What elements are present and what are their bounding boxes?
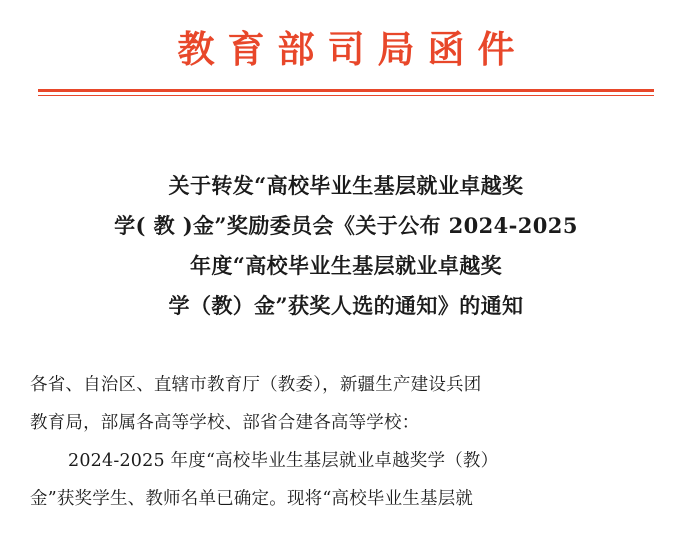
masthead-title: 教育部司局函件 bbox=[177, 27, 528, 71]
document-title-line-1: 关于转发“高校毕业生基层就业卓越奖 bbox=[168, 173, 524, 199]
document-title-line-2: 学( 教 )金”奖励委员会《关于公布 2024-2025 bbox=[114, 213, 578, 239]
masthead-rule-group bbox=[0, 89, 692, 96]
document-title-line-4: 学（教）金”获奖人选的通知》的通知 bbox=[168, 293, 524, 319]
document-title bbox=[0, 166, 692, 326]
body-line-1: 各省、自治区、直辖市教育厅（教委），新疆生产建设兵团 bbox=[30, 375, 482, 396]
body-line-4: 金”获奖学生、教师名单已确定。现将“高校毕业生基层就 bbox=[30, 489, 474, 510]
body-line-3: 2024-2025 年度“高校毕业生基层就业卓越奖学（教） bbox=[68, 451, 499, 472]
document-title-line-3: 年度“高校毕业生基层就业卓越奖 bbox=[189, 253, 503, 279]
document-body bbox=[0, 366, 692, 518]
masthead-rule-thin bbox=[38, 95, 654, 96]
masthead bbox=[0, 0, 692, 96]
body-line-2: 教育局，部属各高等学校、部省合建各高等学校： bbox=[30, 413, 420, 434]
